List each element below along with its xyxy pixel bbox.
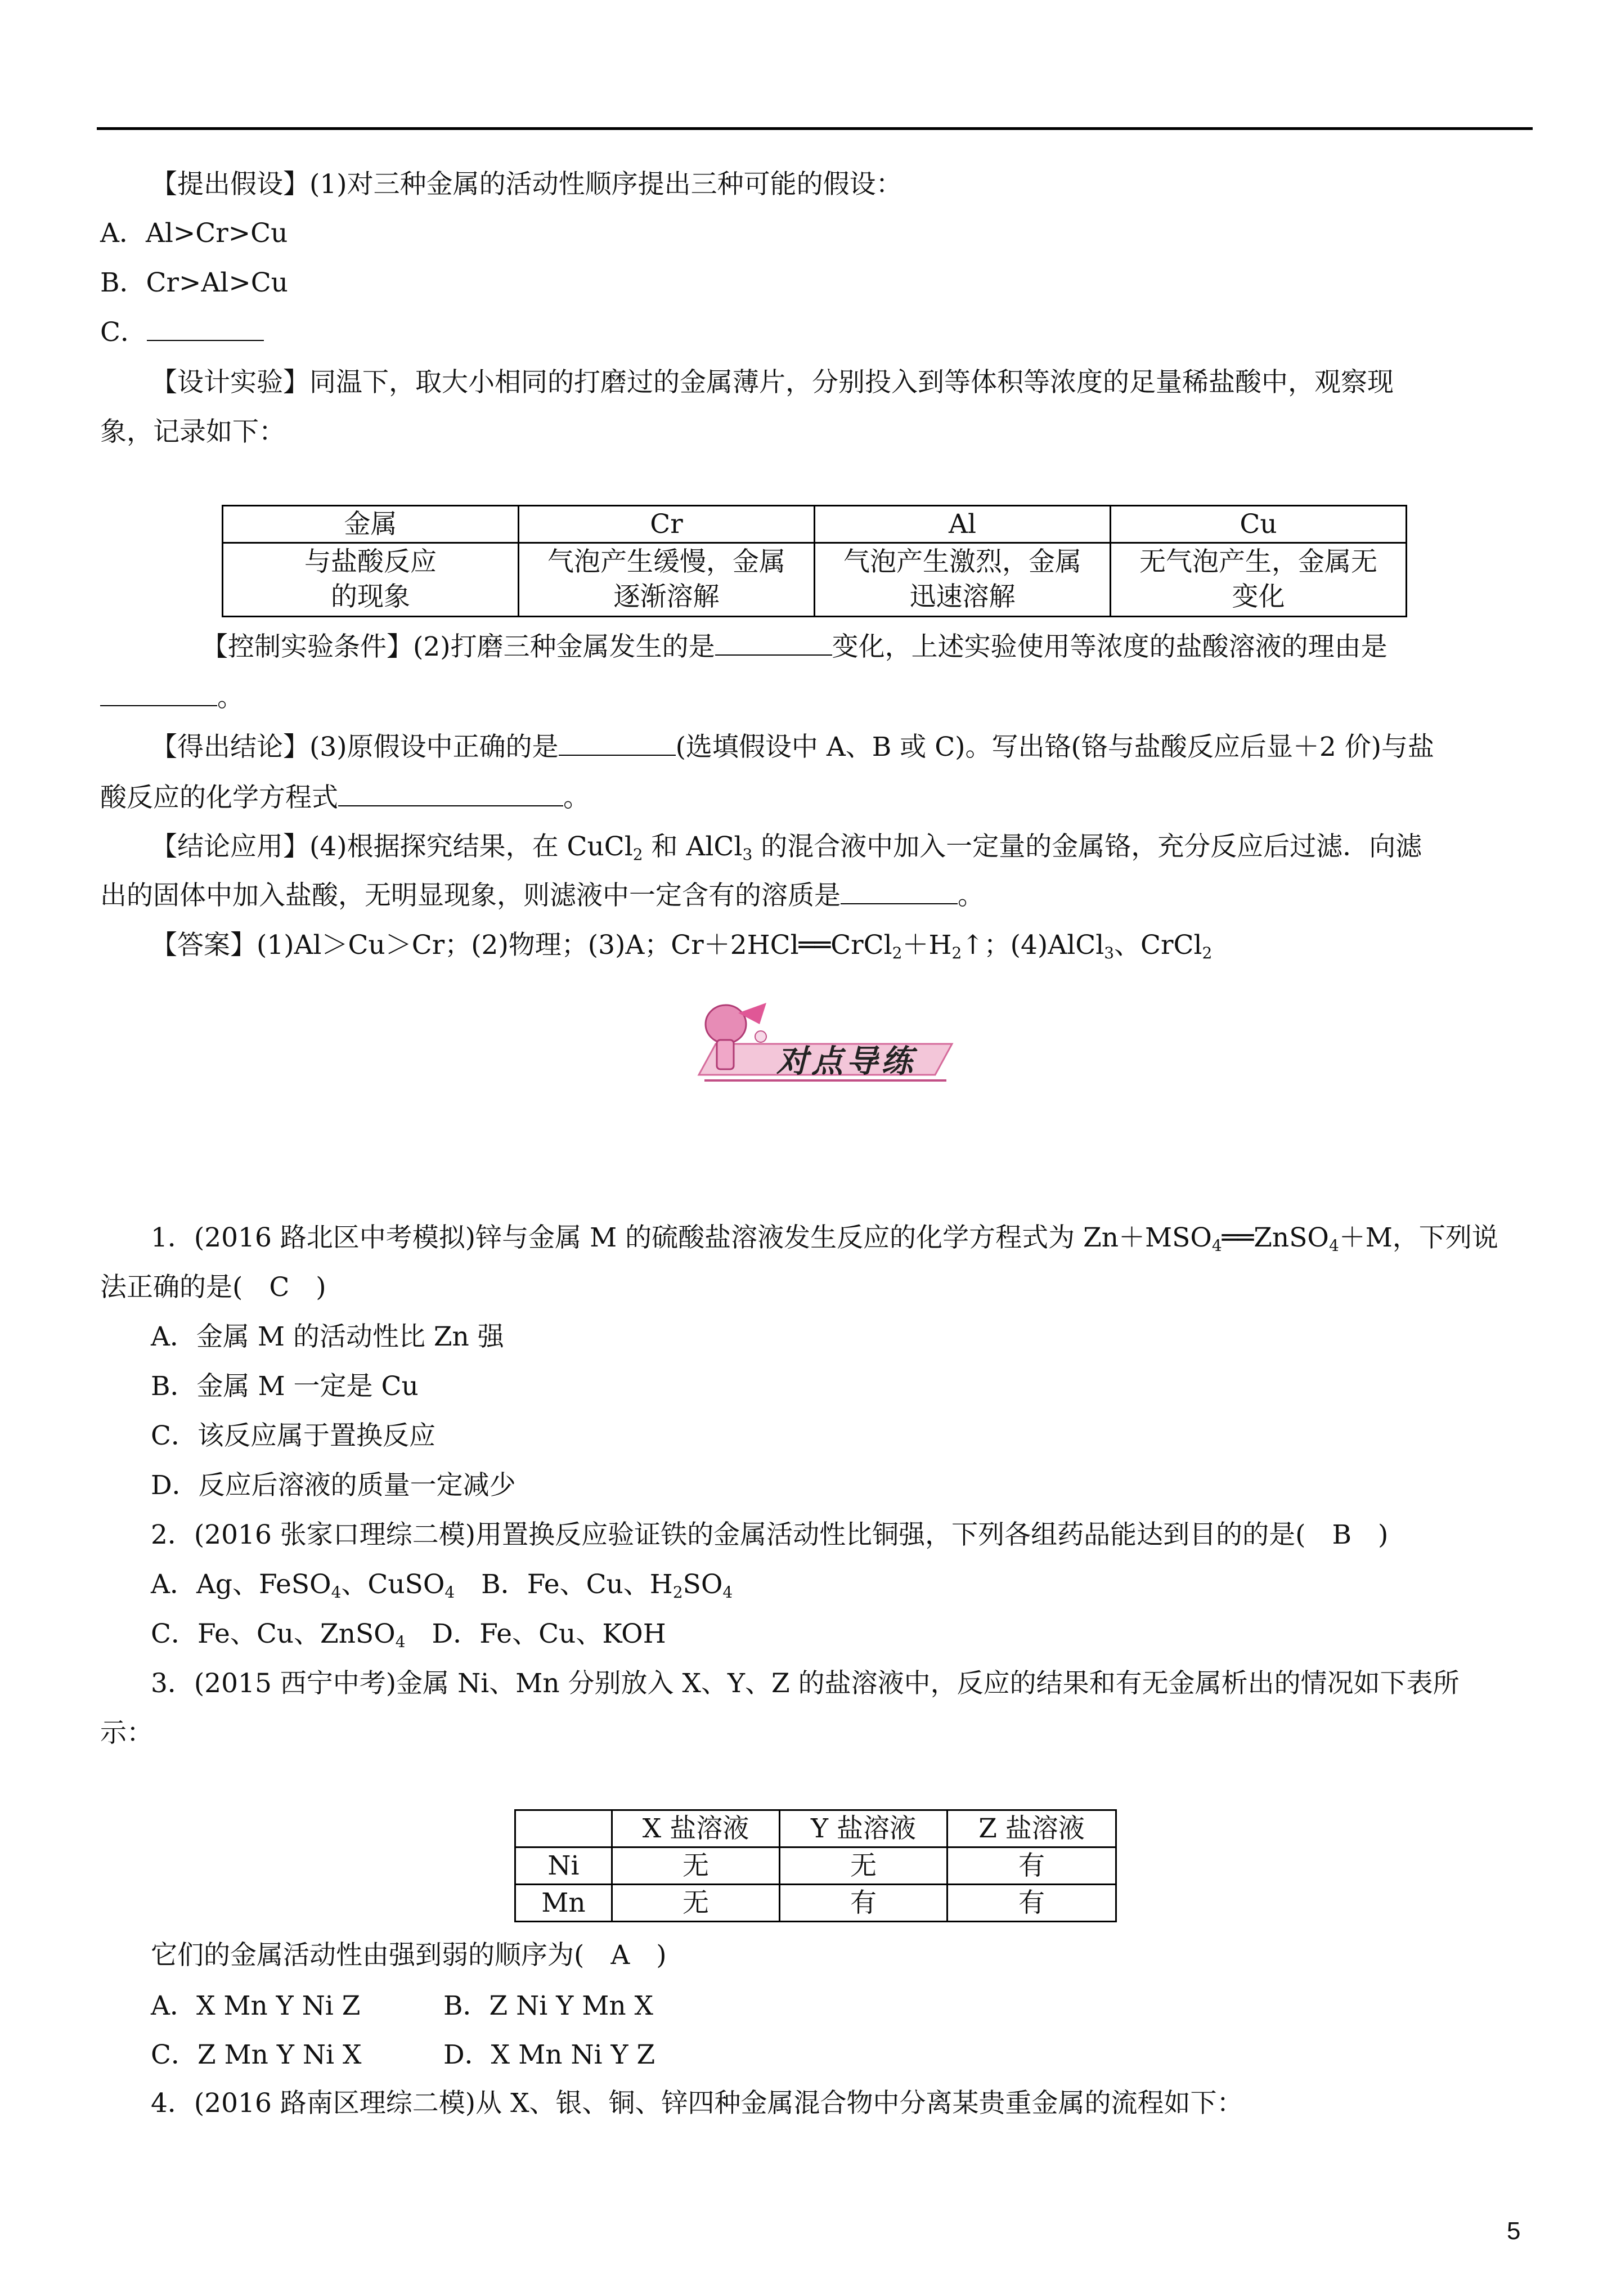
reaction-table bbox=[514, 1809, 1117, 1922]
q3-line-2: 示： bbox=[100, 1717, 153, 1748]
page-number: 5 bbox=[1507, 2217, 1521, 2245]
q3-option-a: A．X Mn Y Ni Z bbox=[151, 1990, 361, 2021]
q1-option-d: D．反应后溶液的质量一定减少 bbox=[151, 1470, 516, 1501]
cr-observation-cell: 气泡产生缓慢，金属 逐渐溶解 bbox=[519, 543, 815, 617]
table-cell: 有 bbox=[948, 1885, 1116, 1922]
control-line-2: 。 bbox=[100, 681, 244, 715]
q1-line-2: 法正确的是( C ) bbox=[100, 1272, 326, 1303]
q1-option-c: C．该反应属于置换反应 bbox=[151, 1420, 435, 1451]
table-row bbox=[515, 1847, 1116, 1885]
control-line-1: 【控制实验条件】(2)打磨三种金属发生的是 变化，上述实验使用等浓度的盐酸溶液的理由是 bbox=[201, 631, 1387, 662]
header-rule bbox=[97, 127, 1533, 130]
table-cell: 无 bbox=[612, 1885, 780, 1922]
q3-option-c: C．Z Mn Y Ni X bbox=[151, 2039, 362, 2070]
experiment-table bbox=[222, 505, 1407, 617]
answer-blank bbox=[100, 681, 217, 706]
table-row bbox=[515, 1885, 1116, 1922]
application-line-2: 出的固体中加入盐酸，无明显现象，则滤液中一定含有的溶质是 。 bbox=[100, 880, 984, 911]
conclusion-line-2: 酸反应的化学方程式 。 bbox=[100, 782, 590, 813]
application-line-1: 【结论应用】(4)根据探究结果，在 CuCl$_2$ 和 AlCl$_3$ 的混合液中加入一定量的金属铬，充分反应后过滤．向滤 bbox=[151, 831, 1422, 864]
q1-option-b: B．金属 M 一定是 Cu bbox=[151, 1371, 419, 1402]
hypothesis-a: A．Al>Cr>Cu bbox=[100, 218, 288, 249]
q2-stem: 2．(2016 张家口理综二模)用置换反应验证铁的金属活动性比铜强，下列各组药品能达到目的的是( B ) bbox=[151, 1519, 1389, 1550]
table-header-cell: Al bbox=[815, 506, 1111, 543]
banner-title: 对点导练 bbox=[776, 1043, 916, 1080]
table-header-cell: Cr bbox=[519, 506, 815, 543]
row-label-cell: 与盐酸反应 的现象 bbox=[223, 543, 519, 617]
answer-blank bbox=[715, 631, 832, 656]
hypothesis-c: C． bbox=[100, 316, 264, 349]
table-cell: 有 bbox=[780, 1885, 948, 1922]
q3-option-b: B．Z Ni Y Mn X bbox=[443, 1990, 653, 2021]
table-cell: 有 bbox=[948, 1847, 1116, 1885]
table-header-row bbox=[223, 506, 1407, 543]
cu-observation-cell: 无气泡产生，金属无 变化 bbox=[1111, 543, 1407, 617]
table-header-cell: Z 盐溶液 bbox=[948, 1810, 1116, 1847]
design-line-1: 【设计实验】同温下，取大小相同的打磨过的金属薄片，分别投入到等体积等浓度的足量稀盐酸中，观察现 bbox=[151, 367, 1394, 398]
table-header-cell bbox=[515, 1810, 612, 1847]
q3-line-1: 3．(2015 西宁中考)金属 Ni、Mn 分别放入 X、Y、Z 的盐溶液中，反应的结果和有无金属析出的情况如下表所 bbox=[151, 1668, 1460, 1699]
table-header-cell: Cu bbox=[1111, 506, 1407, 543]
table-header-cell: 金属 bbox=[223, 506, 519, 543]
q2-options-ab: A．Ag、FeSO$_4$、CuSO$_4$ B．Fe、Cu、$H_2SO_4$ bbox=[151, 1569, 733, 1602]
answer-blank bbox=[559, 731, 676, 756]
q1-line-1: 1．(2016 路北区中考模拟)锌与金属 M 的硫酸盐溶液发生反应的化学方程式为 $Zn+MSO_4══ZnSO_4+M$，下列说 bbox=[151, 1222, 1498, 1255]
q3-stem: 它们的金属活动性由强到弱的顺序为( A ) bbox=[151, 1940, 667, 1971]
table-header-cell: X 盐溶液 bbox=[612, 1810, 780, 1847]
q1-option-a: A．金属 M 的活动性比 Zn 强 bbox=[151, 1321, 504, 1352]
practice-banner bbox=[682, 990, 967, 1086]
answer-blank bbox=[338, 782, 563, 806]
answer-blank bbox=[841, 880, 958, 904]
q4-line-1: 4．(2016 路南区理综二模)从 X、银、铜、锌四种金属混合物中分离某贵重金属的流程如下： bbox=[151, 2088, 1243, 2119]
table-header-row bbox=[515, 1810, 1116, 1847]
hypothesis-intro: 【提出假设】(1)对三种金属的活动性顺序提出三种可能的假设： bbox=[151, 169, 902, 200]
answer-blank bbox=[147, 316, 264, 341]
q2-options-cd: C．Fe、Cu、ZnSO$_4$ D．Fe、Cu、KOH bbox=[151, 1618, 666, 1651]
design-line-2: 象，记录如下： bbox=[100, 416, 285, 447]
conclusion-line-1: 【得出结论】(3)原假设中正确的是 (选填假设中 A、B 或 C)。写出铬(铬与盐酸反应后显＋2 价)与盐 bbox=[151, 732, 1435, 763]
table-row bbox=[223, 543, 1407, 617]
answer-line: 【答案】(1)Al＞Cu＞Cr；(2)物理；(3)A；$Cr+2HCl══CrCl_2+H_2↑$；(4)AlCl$_3$、CrCl$_2$ bbox=[151, 930, 1213, 962]
table-header-cell: Y 盐溶液 bbox=[780, 1810, 948, 1847]
table-cell: Ni bbox=[515, 1847, 612, 1885]
q3-option-d: D．X Mn Ni Y Z bbox=[443, 2039, 655, 2070]
al-observation-cell: 气泡产生激烈，金属 迅速溶解 bbox=[815, 543, 1111, 617]
table-cell: Mn bbox=[515, 1885, 612, 1922]
hypothesis-b: B．Cr>Al>Cu bbox=[100, 267, 288, 298]
table-cell: 无 bbox=[780, 1847, 948, 1885]
table-cell: 无 bbox=[612, 1847, 780, 1885]
